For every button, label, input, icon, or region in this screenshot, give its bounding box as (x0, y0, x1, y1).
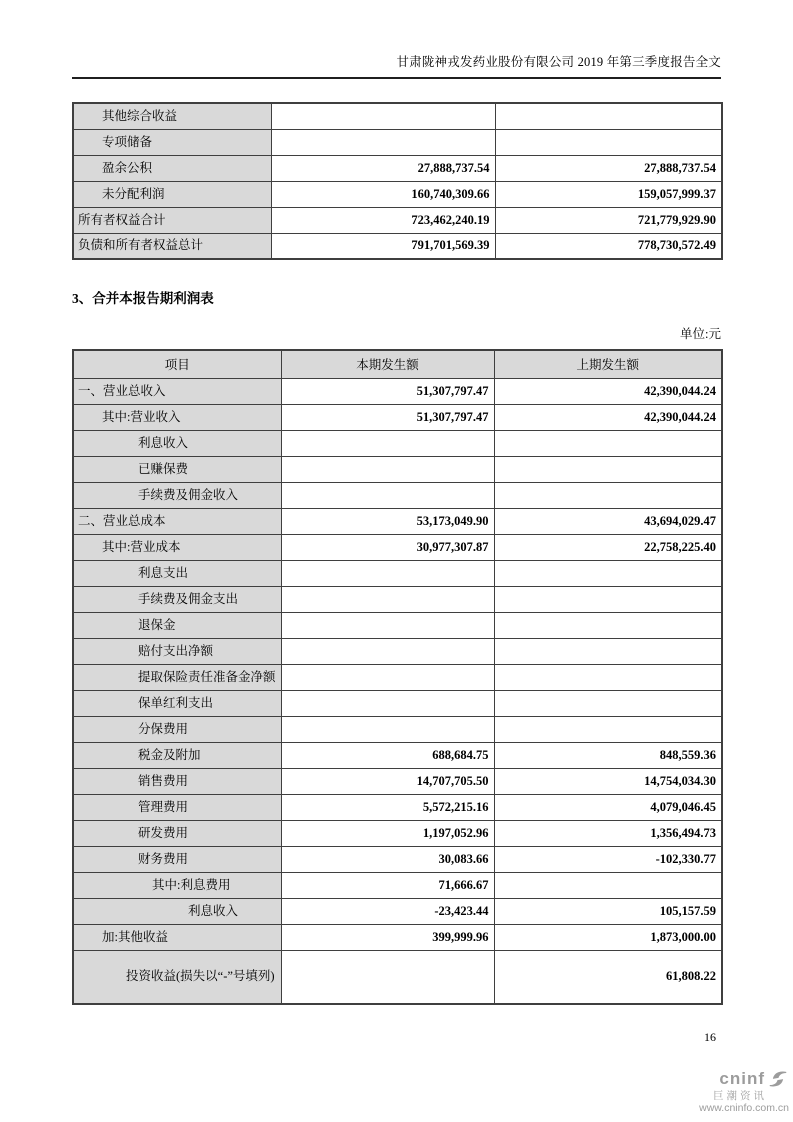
row-label-cell: 保单红利支出 (73, 690, 281, 716)
table-row (73, 794, 722, 820)
table-row (73, 638, 722, 664)
current-period-value-cell: 5,572,215.16 (281, 794, 494, 820)
income-statement-table (72, 349, 723, 1005)
prior-period-value-cell (495, 129, 722, 155)
unit-label: 单位:元 (680, 327, 721, 341)
current-period-value-cell: 51,307,797.47 (281, 404, 494, 430)
row-label-cell: 提取保险责任准备金净额 (73, 664, 281, 690)
prior-period-value-cell (494, 690, 722, 716)
prior-period-value-cell: 105,157.59 (494, 898, 722, 924)
table-row (73, 664, 722, 690)
current-period-value-cell (281, 456, 494, 482)
table-row (73, 924, 722, 950)
current-period-value-cell (281, 560, 494, 586)
prior-period-value-cell (494, 586, 722, 612)
prior-period-value-cell: 42,390,044.24 (494, 378, 722, 404)
cninfo-brand-text: cninf (719, 1069, 765, 1089)
prior-period-value-cell: 61,808.22 (494, 950, 722, 1004)
doc-header (72, 0, 721, 79)
current-period-value-cell: 14,707,705.50 (281, 768, 494, 794)
table-row (73, 820, 722, 846)
prior-period-value-cell (494, 872, 722, 898)
row-label-cell: 盈余公积 (73, 155, 271, 181)
table-row (73, 456, 722, 482)
cninfo-swirl-icon (767, 1068, 789, 1090)
current-period-value-cell (271, 129, 495, 155)
row-label-cell: 手续费及佣金支出 (73, 586, 281, 612)
prior-period-value-cell (494, 716, 722, 742)
current-period-value-cell (281, 664, 494, 690)
row-label-cell: 其中:利息费用 (73, 872, 281, 898)
current-period-value-cell: 1,197,052.96 (281, 820, 494, 846)
cninfo-name-cn: 巨潮资讯 (713, 1089, 767, 1102)
current-period-value-cell: -23,423.44 (281, 898, 494, 924)
prior-period-value-cell (494, 638, 722, 664)
current-period-value-cell (281, 482, 494, 508)
row-label-cell: 财务费用 (73, 846, 281, 872)
current-period-value-cell: 30,977,307.87 (281, 534, 494, 560)
row-label-cell: 税金及附加 (73, 742, 281, 768)
table-row (73, 404, 722, 430)
current-period-value-cell: 53,173,049.90 (281, 508, 494, 534)
prior-period-value-cell (494, 612, 722, 638)
row-label-cell: 其中:营业成本 (73, 534, 281, 560)
table-row (73, 233, 722, 259)
row-label-cell: 未分配利润 (73, 181, 271, 207)
current-period-value-cell (281, 586, 494, 612)
current-period-value-cell (271, 103, 495, 129)
prior-period-value-cell: 1,356,494.73 (494, 820, 722, 846)
current-period-value-cell (281, 950, 494, 1004)
current-period-value-cell (281, 716, 494, 742)
prior-period-value-cell: 22,758,225.40 (494, 534, 722, 560)
table-row (73, 742, 722, 768)
cninfo-logo (699, 1068, 789, 1114)
column-header-current-period: 本期发生额 (281, 350, 494, 378)
prior-period-value-cell: 159,057,999.37 (495, 181, 722, 207)
prior-period-value-cell: 42,390,044.24 (494, 404, 722, 430)
current-period-value-cell (281, 690, 494, 716)
row-label-cell: 其他综合收益 (73, 103, 271, 129)
prior-period-value-cell: 848,559.36 (494, 742, 722, 768)
income-header-row (73, 350, 722, 378)
column-header-item: 项目 (73, 350, 281, 378)
prior-period-value-cell (494, 430, 722, 456)
row-label-cell: 一、营业总收入 (73, 378, 281, 404)
prior-period-value-cell (494, 664, 722, 690)
column-header-prior-period: 上期发生额 (494, 350, 722, 378)
row-label-cell: 已赚保费 (73, 456, 281, 482)
table-row (73, 560, 722, 586)
table-row (73, 103, 722, 129)
table-row (73, 430, 722, 456)
prior-period-value-cell: 14,754,034.30 (494, 768, 722, 794)
prior-period-value-cell: 778,730,572.49 (495, 233, 722, 259)
current-period-value-cell (281, 638, 494, 664)
row-label-cell: 赔付支出净额 (73, 638, 281, 664)
section-title: 3、合并本报告期利润表 (72, 291, 214, 306)
current-period-value-cell: 51,307,797.47 (281, 378, 494, 404)
current-period-value-cell (281, 612, 494, 638)
current-period-value-cell: 723,462,240.19 (271, 207, 495, 233)
current-period-value-cell (281, 430, 494, 456)
row-label-cell: 分保费用 (73, 716, 281, 742)
row-label-cell: 加:其他收益 (73, 924, 281, 950)
row-label-cell: 专项储备 (73, 129, 271, 155)
equity-table (72, 102, 723, 260)
table-row (73, 612, 722, 638)
table-row (73, 207, 722, 233)
table-row (73, 181, 722, 207)
table-row (73, 898, 722, 924)
table-row (73, 846, 722, 872)
current-period-value-cell: 27,888,737.54 (271, 155, 495, 181)
page-number: 16 (704, 1030, 716, 1044)
table-row (73, 129, 722, 155)
doc-header-title: 甘肃陇神戎发药业股份有限公司 2019 年第三季度报告全文 (396, 55, 721, 69)
current-period-value-cell: 30,083.66 (281, 846, 494, 872)
table-row (73, 872, 722, 898)
row-label-cell: 负债和所有者权益总计 (73, 233, 271, 259)
current-period-value-cell: 791,701,569.39 (271, 233, 495, 259)
table-row (73, 534, 722, 560)
prior-period-value-cell (495, 103, 722, 129)
table-row (73, 716, 722, 742)
table-row (73, 586, 722, 612)
table-row (73, 508, 722, 534)
cninfo-url: www.cninfo.com.cn (699, 1101, 789, 1114)
row-label-cell: 退保金 (73, 612, 281, 638)
current-period-value-cell: 160,740,309.66 (271, 181, 495, 207)
row-label-cell: 投资收益(损失以“-”号填列) (73, 950, 281, 1004)
prior-period-value-cell: 27,888,737.54 (495, 155, 722, 181)
row-label-cell: 所有者权益合计 (73, 207, 271, 233)
current-period-value-cell: 688,684.75 (281, 742, 494, 768)
row-label-cell: 管理费用 (73, 794, 281, 820)
row-label-cell: 其中:营业收入 (73, 404, 281, 430)
table-row (73, 768, 722, 794)
prior-period-value-cell (494, 560, 722, 586)
prior-period-value-cell: -102,330.77 (494, 846, 722, 872)
prior-period-value-cell (494, 482, 722, 508)
row-label-cell: 利息收入 (73, 898, 281, 924)
table-row (73, 950, 722, 1004)
row-label-cell: 利息收入 (73, 430, 281, 456)
table-row (73, 690, 722, 716)
table-row (73, 482, 722, 508)
row-label-cell: 研发费用 (73, 820, 281, 846)
current-period-value-cell: 399,999.96 (281, 924, 494, 950)
prior-period-value-cell (494, 456, 722, 482)
row-label-cell: 二、营业总成本 (73, 508, 281, 534)
prior-period-value-cell: 721,779,929.90 (495, 207, 722, 233)
table-row (73, 378, 722, 404)
prior-period-value-cell: 4,079,046.45 (494, 794, 722, 820)
row-label-cell: 销售费用 (73, 768, 281, 794)
prior-period-value-cell: 1,873,000.00 (494, 924, 722, 950)
table-row (73, 155, 722, 181)
current-period-value-cell: 71,666.67 (281, 872, 494, 898)
row-label-cell: 利息支出 (73, 560, 281, 586)
prior-period-value-cell: 43,694,029.47 (494, 508, 722, 534)
row-label-cell: 手续费及佣金收入 (73, 482, 281, 508)
